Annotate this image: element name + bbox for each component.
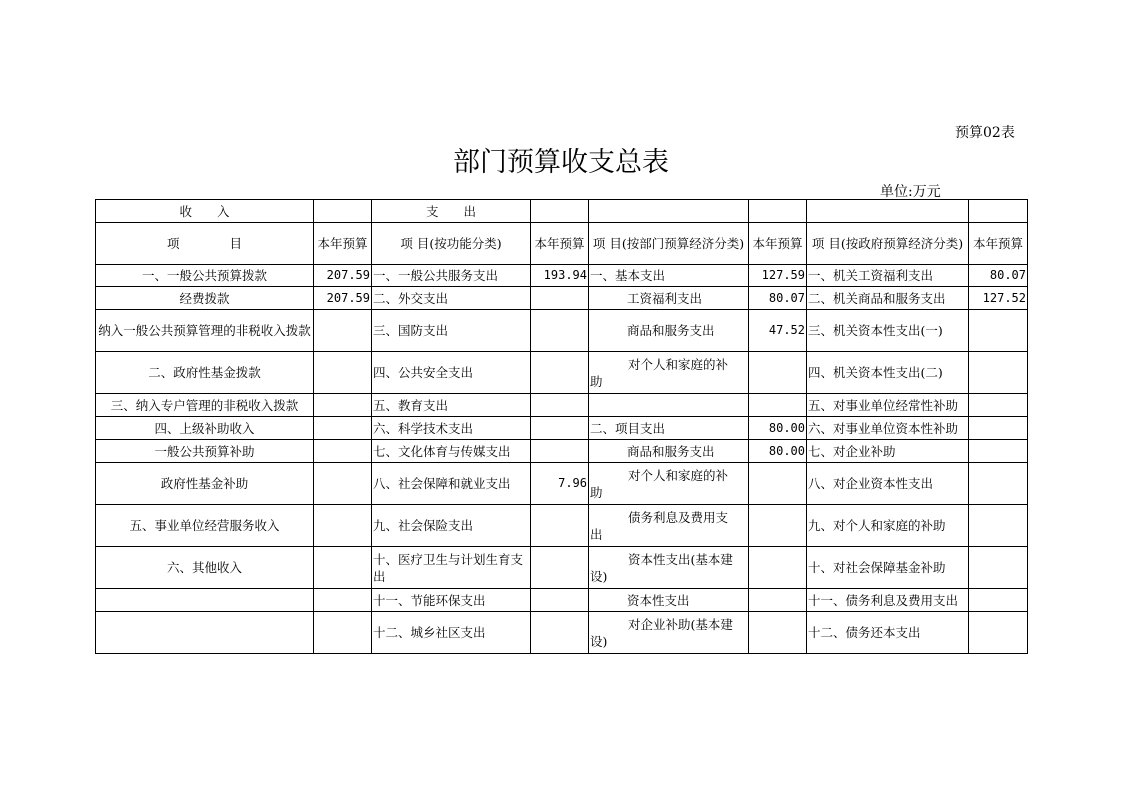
income-budget <box>314 394 372 417</box>
func-item: 一、一般公共服务支出 <box>372 265 531 287</box>
header-blank <box>749 200 807 223</box>
gov-budget: 127.52 <box>969 287 1028 310</box>
func-budget <box>531 394 589 417</box>
dept-item <box>589 505 749 547</box>
table-row <box>96 440 1028 463</box>
func-budget: 7.96 <box>531 463 589 505</box>
budget-table <box>95 199 1028 654</box>
gov-item-header: 项 目(按政府预算经济分类) <box>807 223 969 265</box>
dept-item <box>589 394 749 417</box>
budget-header: 本年预算 <box>749 223 807 265</box>
dept-item: 商品和服务支出 <box>589 310 749 352</box>
func-item: 三、国防支出 <box>372 310 531 352</box>
income-budget <box>314 440 372 463</box>
income-budget <box>314 589 372 612</box>
income-item: 六、其他收入 <box>96 547 314 589</box>
budget-header: 本年预算 <box>531 223 589 265</box>
dept-budget: 47.52 <box>749 310 807 352</box>
gov-item: 十、对社会保障基金补助 <box>807 547 969 589</box>
expense-header: 支 出 <box>372 200 531 223</box>
func-item: 十二、城乡社区支出 <box>372 612 531 654</box>
table-row <box>96 463 1028 505</box>
func-item: 二、外交支出 <box>372 287 531 310</box>
gov-item: 三、机关资本性支出(一) <box>807 310 969 352</box>
income-item <box>96 612 314 654</box>
income-budget <box>314 417 372 440</box>
table-row <box>96 310 1028 352</box>
gov-budget <box>969 505 1028 547</box>
func-budget <box>531 612 589 654</box>
dept-item <box>589 463 749 505</box>
income-item: 一、一般公共预算拨款 <box>96 265 314 287</box>
dept-item-line2: 助 <box>590 484 603 500</box>
func-budget <box>531 505 589 547</box>
table-row <box>96 505 1028 547</box>
gov-item: 一、机关工资福利支出 <box>807 265 969 287</box>
dept-item <box>589 612 749 654</box>
income-budget: 207.59 <box>314 265 372 287</box>
dept-item-line1: 对企业补助(基本建 <box>628 616 733 632</box>
unit-label: 单位:万元 <box>880 184 941 200</box>
header-blank <box>969 200 1028 223</box>
dept-item-line2: 助 <box>590 373 603 389</box>
func-item: 九、社会保险支出 <box>372 505 531 547</box>
func-budget <box>531 547 589 589</box>
income-header: 收 入 <box>96 200 314 223</box>
income-budget <box>314 612 372 654</box>
func-budget: 193.94 <box>531 265 589 287</box>
income-budget <box>314 505 372 547</box>
dept-item: 资本性支出 <box>589 589 749 612</box>
func-item: 六、科学技术支出 <box>372 417 531 440</box>
dept-budget: 80.07 <box>749 287 807 310</box>
gov-item: 十二、债务还本支出 <box>807 612 969 654</box>
income-item: 二、政府性基金拨款 <box>96 352 314 394</box>
dept-item-line1: 债务利息及费用支 <box>628 509 729 525</box>
dept-budget <box>749 547 807 589</box>
func-item: 八、社会保障和就业支出 <box>372 463 531 505</box>
func-item: 五、教育支出 <box>372 394 531 417</box>
table-row <box>96 287 1028 310</box>
gov-budget <box>969 394 1028 417</box>
func-budget <box>531 417 589 440</box>
header-blank <box>589 200 749 223</box>
func-item: 七、文化体育与传媒支出 <box>372 440 531 463</box>
header-blank <box>314 200 372 223</box>
table-row <box>96 352 1028 394</box>
dept-budget <box>749 612 807 654</box>
income-item <box>96 589 314 612</box>
item-header: 项 目 <box>96 223 314 265</box>
gov-budget <box>969 463 1028 505</box>
budget-header: 本年预算 <box>314 223 372 265</box>
gov-item: 十一、债务利息及费用支出 <box>807 589 969 612</box>
dept-item <box>589 547 749 589</box>
table-row <box>96 589 1028 612</box>
func-item-header: 项 目(按功能分类) <box>372 223 531 265</box>
income-budget <box>314 547 372 589</box>
gov-item: 八、对企业资本性支出 <box>807 463 969 505</box>
table-row <box>96 547 1028 589</box>
income-item: 三、纳入专户管理的非税收入拨款 <box>96 394 314 417</box>
gov-budget <box>969 417 1028 440</box>
dept-item: 一、基本支出 <box>589 265 749 287</box>
dept-item-line2: 出 <box>590 526 603 542</box>
gov-item: 二、机关商品和服务支出 <box>807 287 969 310</box>
gov-item: 九、对个人和家庭的补助 <box>807 505 969 547</box>
dept-budget <box>749 463 807 505</box>
dept-item: 二、项目支出 <box>589 417 749 440</box>
header-row-top <box>96 200 1028 223</box>
dept-budget: 127.59 <box>749 265 807 287</box>
income-budget: 207.59 <box>314 287 372 310</box>
gov-budget <box>969 589 1028 612</box>
gov-budget <box>969 612 1028 654</box>
income-budget <box>314 352 372 394</box>
func-budget <box>531 352 589 394</box>
dept-item: 商品和服务支出 <box>589 440 749 463</box>
table-row <box>96 417 1028 440</box>
dept-item-line2: 设) <box>590 568 608 584</box>
dept-budget <box>749 352 807 394</box>
func-item: 十、医疗卫生与计划生育支出 <box>372 547 531 589</box>
budget-header: 本年预算 <box>969 223 1028 265</box>
income-item: 五、事业单位经营服务收入 <box>96 505 314 547</box>
dept-item-header: 项 目(按部门预算经济分类) <box>589 223 749 265</box>
header-blank <box>807 200 969 223</box>
page-title: 部门预算收支总表 <box>453 147 669 178</box>
func-item: 十一、节能环保支出 <box>372 589 531 612</box>
gov-budget <box>969 310 1028 352</box>
gov-item: 七、对企业补助 <box>807 440 969 463</box>
gov-budget <box>969 352 1028 394</box>
income-budget <box>314 463 372 505</box>
income-item: 纳入一般公共预算管理的非税收入拨款 <box>96 310 314 352</box>
gov-budget <box>969 547 1028 589</box>
dept-item-line1: 对个人和家庭的补 <box>628 356 729 372</box>
dept-item-line1: 对个人和家庭的补 <box>628 467 729 483</box>
table-row <box>96 612 1028 654</box>
gov-item: 四、机关资本性支出(二) <box>807 352 969 394</box>
table-row <box>96 265 1028 287</box>
dept-item-line2: 设) <box>590 633 608 649</box>
dept-item-line1: 资本性支出(基本建 <box>628 551 733 567</box>
func-budget <box>531 440 589 463</box>
dept-budget <box>749 505 807 547</box>
income-budget <box>314 310 372 352</box>
func-item: 四、公共安全支出 <box>372 352 531 394</box>
income-item: 政府性基金补助 <box>96 463 314 505</box>
header-row <box>96 223 1028 265</box>
form-number: 预算02表 <box>955 125 1015 141</box>
gov-item: 五、对事业单位经常性补助 <box>807 394 969 417</box>
gov-budget <box>969 440 1028 463</box>
table-row <box>96 394 1028 417</box>
header-blank <box>531 200 589 223</box>
dept-budget: 80.00 <box>749 440 807 463</box>
func-budget <box>531 287 589 310</box>
income-item: 一般公共预算补助 <box>96 440 314 463</box>
func-budget <box>531 310 589 352</box>
income-item: 经费拨款 <box>96 287 314 310</box>
dept-item: 工资福利支出 <box>589 287 749 310</box>
gov-item: 六、对事业单位资本性补助 <box>807 417 969 440</box>
gov-budget: 80.07 <box>969 265 1028 287</box>
income-item: 四、上级补助收入 <box>96 417 314 440</box>
dept-budget <box>749 589 807 612</box>
dept-budget: 80.00 <box>749 417 807 440</box>
dept-budget <box>749 394 807 417</box>
dept-item <box>589 352 749 394</box>
func-budget <box>531 589 589 612</box>
